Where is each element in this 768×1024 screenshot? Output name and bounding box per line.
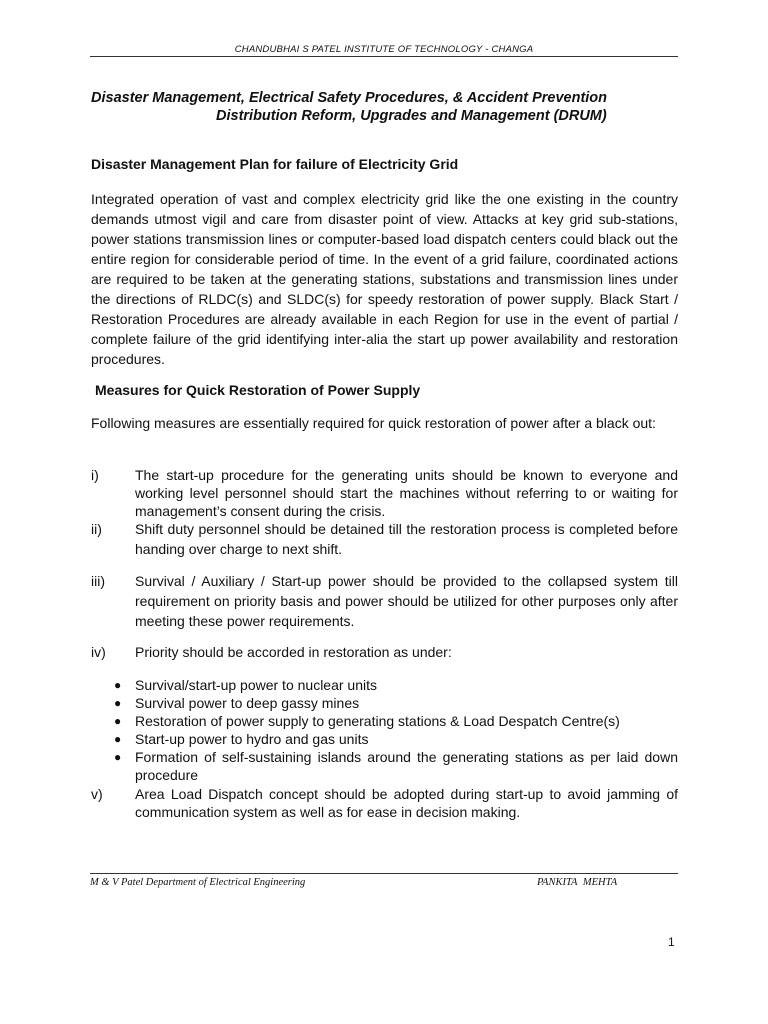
running-header: CHANDUBHAI S PATEL INSTITUTE OF TECHNOLOGY - CHANGA: [234, 44, 534, 55]
section-heading-quick-restoration: Measures for Quick Restoration of Power Supply: [95, 382, 421, 398]
header-divider: [90, 56, 678, 57]
bullet-text: Survival power to deep gassy mines: [135, 695, 360, 711]
bullet-item: [114, 730, 678, 748]
bullet-icon: ●: [114, 696, 122, 710]
list-item-text: Shift duty personnel should be detained till the restoration process is completed before handing over charge to next shift.: [135, 521, 678, 557]
document-title-line-1: Disaster Management, Electrical Safety Procedures, & Accident Prevention: [91, 90, 608, 106]
bullet-text: Restoration of power supply to generating stations & Load Despatch Centre(s): [135, 713, 620, 729]
bullet-icon: ●: [114, 678, 122, 692]
list-item-text: The start-up procedure for the generating units should be known to everyone and working level personnel should start the machines without referring to or waiting for management’s consent during the crisis.: [135, 467, 678, 519]
bullet-text: Survival/start-up power to nuclear units: [135, 677, 377, 693]
footer-department: M & V Patel Department of Electrical Engineering: [90, 877, 306, 888]
footer-author: PANKITA MEHTA: [537, 877, 618, 888]
priority-bullet-list: [114, 676, 678, 784]
list-marker: ii): [91, 521, 102, 537]
list-marker: i): [91, 467, 99, 483]
bullet-item: [114, 748, 678, 784]
list-item-text: Area Load Dispatch concept should be adopted during start-up to avoid jamming of communication system as well as for ease in decision making.: [135, 786, 678, 820]
list-marker: iv): [91, 644, 106, 660]
bullet-icon: ●: [114, 750, 122, 764]
bullet-item: [114, 676, 678, 694]
bullet-icon: ●: [114, 732, 122, 746]
document-title-line-2: Distribution Reform, Upgrades and Management (DRUM): [216, 108, 607, 124]
bullet-text: Start-up power to hydro and gas units: [135, 731, 369, 747]
list-item-text: Priority should be accorded in restoration as under:: [135, 644, 452, 660]
footer-divider: [90, 873, 678, 874]
list-marker: v): [91, 786, 103, 802]
page-number: 1: [668, 935, 675, 949]
bullet-icon: ●: [114, 714, 122, 728]
bullet-text: Formation of self-sustaining islands around the generating stations as per laid down procedure: [135, 749, 678, 783]
list-item-text: Survival / Auxiliary / Start-up power should be provided to the collapsed system till requirement on priority basis and power should be utilized for other purposes only after meeting these power requirements.: [135, 573, 678, 629]
section-paragraph-disaster-plan: Integrated operation of vast and complex electricity grid like the one existing in the country demands utmost vigil and care from disaster point of view. Attacks at key grid sub-stations, power stations transmission lines or computer-based load dispatch centers could black out the entire region for considerable period of time. In the event of a grid failure, coordinated actions are required to be taken at the generating stations, substations and transmission lines under the directions of RLDC(s) and SLDC(s) for speedy restoration of power supply. Black Start / Restoration Procedures are already available in each Region for use in the event of partial / complete failure of the grid identifying inter-alia the start up power availability and restoration procedures.: [91, 191, 678, 367]
bullet-item: [114, 694, 678, 712]
bullet-item: [114, 712, 678, 730]
section-intro-quick-restoration: Following measures are essentially required for quick restoration of power after a black out:: [91, 415, 656, 431]
list-marker: iii): [91, 573, 105, 589]
section-heading-disaster-plan: Disaster Management Plan for failure of Electricity Grid: [91, 156, 459, 172]
